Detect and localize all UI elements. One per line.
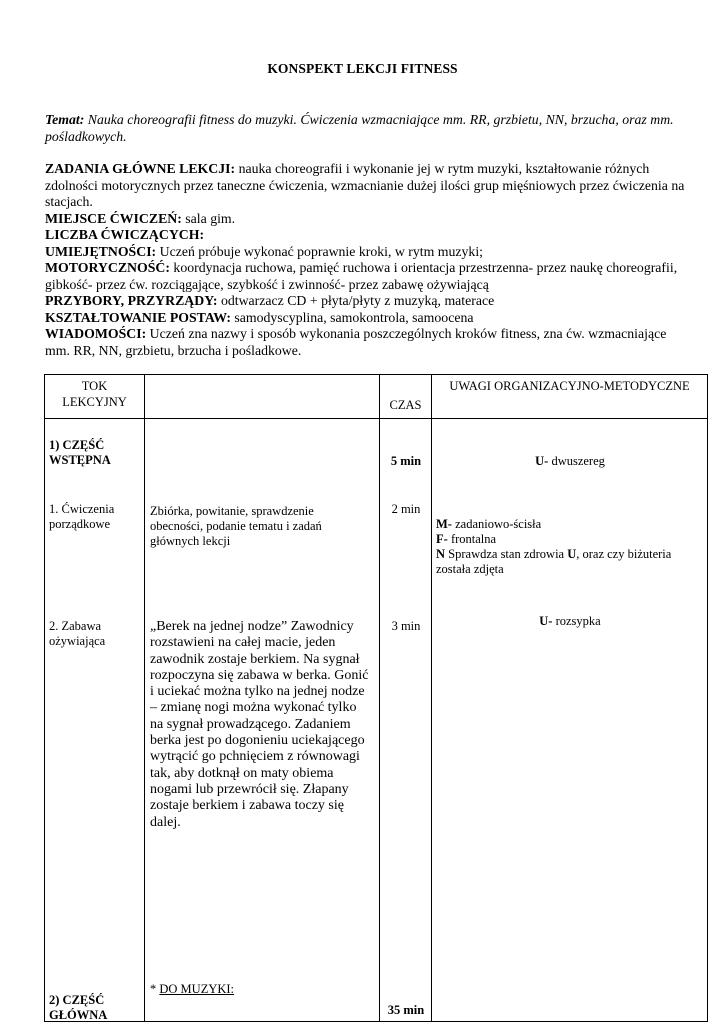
info-label: PRZYBORY, PRZYRZĄDY: [45,293,218,308]
topic-label: Temat: [45,112,85,127]
info-text: odtwarzacz CD + płyta/płyty z muzyką, materace [217,293,495,308]
info-label: MOTORYCZNOŚĆ: [45,260,170,275]
info-attitudes [45,310,685,327]
table-header-row [45,375,708,419]
header-stage: TOK LEKCYJNY [45,375,145,419]
part2-label: 2) CZĘŚĆ GŁÓWNA [49,993,108,1022]
info-label: ZADANIA GŁÓWNE LEKCJI: [45,161,236,176]
part2-time: 35 min [387,1003,425,1017]
part2-heading: DO MUZYKI: [159,982,235,996]
item2-label: 2. Zabawa ożywiająca [49,619,106,648]
info-label: MIEJSCE ĆWICZEŃ: [45,210,182,226]
note-bold: F- [436,532,448,546]
info-text: Uczeń zna nazwy i sposób wykonania poszczególnych kroków fitness, zna ćw. wzmacniające mm. RR, NN, grzbietu, brzucha i pośladkowe. [45,326,667,358]
note-text: dwuszereg [548,454,605,468]
info-text: nauka choreografii i wykonanie jej w rytm muzyki, kształtowanie różnych zdolności motorycznych przez taneczne ćwiczenia, wzmacnianie dużej ilości grup mięśniowych przez ćwiczenia na stacjach. [45,161,685,209]
info-text: koordynacja ruchowa, pamięć ruchowa i orientacja przestrzenna- przez naukę choreografii, gibkość- przez ćw. rozciągające, szybkość i zwinność- przez zabawę ożywiającą [45,260,678,292]
item1-label: 1. Ćwiczenia porządkowe [49,502,115,531]
note-bold: U [567,547,577,561]
info-equipment [45,293,685,310]
part2-prefix: * [150,982,160,996]
info-label: WIADOMOŚCI: [45,326,147,341]
item1-description: Zbiórka, powitanie, sprawdzenie obecności, podanie tematu i zadań głównych lekcji [150,504,322,548]
item2-description: „Berek na jednej nodze” Zawodnicy rozstawieni na całej macie, jeden zawodnik zostaje berkiem. Na sygnał rozpoczyna się zabawa w berka. Gonić i uciekać można tylko na jednej nodze – zmianę nogi można wykonać tylko na sygnał prowadzącego. Zadaniem berka jest po dogonieniu uciekającego wytrącić go pchnięciem z równowagi tak, aby dotknął on maty obiema nogami lub przewrócił się. Złapany zostaje berkiem i zabawa toczy się dalej. [150,619,369,830]
info-skills [45,244,685,261]
item2-note [432,614,708,629]
item1-notes [436,517,702,577]
description-column [145,419,380,1022]
header-time: CZAS [380,375,432,419]
note-bold: N [436,547,446,561]
info-text: samodyscyplina, samokontrola, samoocena [230,309,474,325]
document-title: KONSPEKT LEKCJI FITNESS [267,61,458,76]
part1-label: 1) CZĘŚĆ WSTĘPNA [49,438,111,467]
info-motor [45,260,685,293]
lesson-topic [45,111,685,145]
header-desc [145,375,380,419]
note-m [436,517,702,532]
note-bold: U- [539,614,553,628]
info-tasks [45,161,685,211]
info-label: LICZBA ĆWICZĄCYCH: [45,227,205,242]
info-text: Uczeń próbuje wykonać poprawnie kroki, w rytm muzyki; [156,243,483,259]
topic-text: Nauka choreografii fitness do muzyki. Ćwiczenia wzmacniające mm. RR, grzbietu, NN, brzucha, oraz mm. pośladkowych. [45,112,674,144]
note-text: , oraz czy biżuteria została zdjęta [436,547,672,576]
info-text: sala gim. [181,210,236,226]
item2-time: 3 min [391,619,421,633]
note-bold: U- [535,454,549,468]
table-row [45,419,708,1022]
note-text: frontalna [447,532,497,546]
info-place [45,211,685,228]
note-n [436,547,702,577]
note-text: rozsypka [552,614,601,628]
info-knowledge [45,326,685,359]
note-bold: M- [436,517,452,531]
info-label: KSZTAŁTOWANIE POSTAW: [45,309,231,325]
info-count [45,227,685,244]
note-f [436,532,702,547]
part1-note [432,454,708,469]
info-label: UMIEJĘTNOŚCI: [45,243,157,259]
stage-column [45,419,145,1022]
notes-column [432,419,708,1022]
lesson-info [45,161,685,359]
note-text: zadaniowo-ścisła [451,517,542,531]
part2-description [150,982,370,997]
part1-time: 5 min [390,454,422,468]
header-notes: UWAGI ORGANIZACYJNO-METODYCZNE [432,375,708,419]
time-column [380,419,432,1022]
lesson-table [44,374,708,1022]
item1-time: 2 min [391,502,421,516]
note-text: Sprawdza stan zdrowia [445,547,568,561]
